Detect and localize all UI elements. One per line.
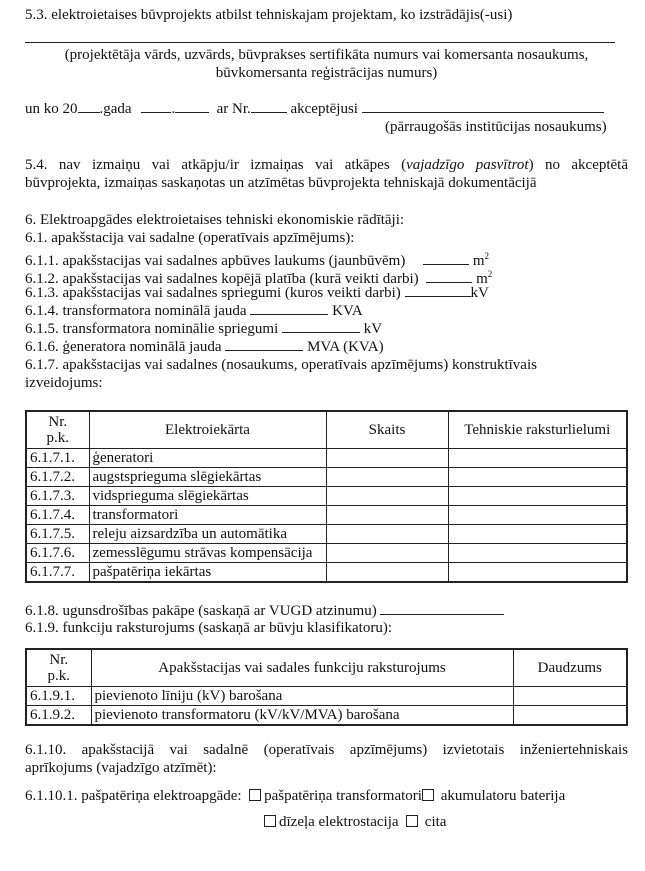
section-6-1-7: 6.1.7. apakšstacijas vai sadalnes (nosaukums, operatīvais apzīmējums) konstruktīvais — [25, 357, 537, 373]
row-label: zemesslēgumu strāvas kompensācija — [89, 544, 326, 563]
s618-label: 6.1.8. ugunsdrošības pakāpe (saskaņā ar VUGD atzinumu) — [25, 603, 377, 619]
input-cell[interactable] — [448, 563, 627, 583]
section-5-4-line1 — [25, 156, 628, 174]
input-cell[interactable] — [326, 525, 448, 544]
header-nr: Nr. p.k. — [26, 411, 89, 449]
input-cell[interactable] — [448, 468, 627, 487]
header-specs: Tehniskie raksturlielumi — [448, 411, 627, 449]
year-label: .gada — [99, 101, 132, 117]
row-label: augstsprieguma slēgiekārtas — [89, 468, 326, 487]
header-function: Apakšstacijas vai sadales funkciju raksturojums — [91, 649, 513, 687]
option-label: pašpatēriņa transformatori — [264, 788, 422, 804]
row-number: 6.1.7.5. — [26, 525, 89, 544]
input-cell[interactable] — [326, 506, 448, 525]
input-cell[interactable] — [448, 506, 627, 525]
unit: m — [476, 271, 488, 287]
caption-institution: (pārraugošās institūcijas nosaukums) — [385, 119, 607, 135]
checkbox-icon[interactable] — [406, 815, 418, 827]
s614-label: 6.1.4. transformatora nominālā jauda — [25, 303, 247, 319]
equipment-table — [25, 410, 628, 583]
section-6-1-8 — [25, 601, 504, 620]
transformer-voltage-field[interactable] — [282, 319, 360, 333]
option-transformers[interactable] — [249, 788, 422, 804]
row-label: vidsprieguma slēgiekārtas — [89, 487, 326, 506]
row-number: 6.1.9.1. — [26, 687, 91, 706]
row-label: pievienoto līniju (kV) barošana — [91, 687, 513, 706]
table-row — [26, 487, 627, 506]
header-count: Skaits — [326, 411, 448, 449]
unit: m — [472, 253, 485, 269]
row-number: 6.1.7.1. — [26, 449, 89, 468]
input-cell[interactable] — [513, 687, 627, 706]
input-cell[interactable] — [326, 468, 448, 487]
input-cell[interactable] — [326, 563, 448, 583]
input-cell[interactable] — [448, 487, 627, 506]
row-number: 6.1.7.2. — [26, 468, 89, 487]
s612-label: 6.1.2. apakšstacijas vai sadalnes kopējā platība (kurā veikti darbi) — [25, 271, 419, 287]
row-number: 6.1.7.6. — [26, 544, 89, 563]
table-row — [26, 687, 627, 706]
total-area-field[interactable] — [426, 269, 472, 283]
row-label: releju aizsardzība un automātika — [89, 525, 326, 544]
day-field[interactable] — [175, 99, 209, 113]
table-header — [26, 649, 627, 687]
input-cell[interactable] — [326, 544, 448, 563]
table-row — [26, 506, 627, 525]
header-equipment: Elektroiekārta — [89, 411, 326, 449]
table-header — [26, 411, 627, 449]
row-number: 6.1.7.7. — [26, 563, 89, 583]
row-number: 6.1.7.4. — [26, 506, 89, 525]
row-label: transformatori — [89, 506, 326, 525]
row-label: pašpatēriņa iekārtas — [89, 563, 326, 583]
year-field[interactable] — [78, 99, 100, 113]
s613-label: 6.1.3. apakšstacijas vai sadalnes spriegumi (kuros veikti darbi) — [25, 285, 401, 301]
section-6-1-7b: izveidojums: — [25, 375, 103, 391]
s54-a: 5.4. nav izmaiņu vai atkāpju/ir izmaiņas vai atkāpes ( — [25, 157, 407, 173]
caption-designer-1: (projektētāja vārds, uzvārds, būvprakses sertifikāta numurs vai komersanta nosaukums, — [64, 47, 589, 63]
unit-sup: 2 — [487, 269, 493, 279]
input-cell[interactable] — [448, 449, 627, 468]
accepted-label: akceptējusi — [290, 101, 358, 117]
option-battery[interactable] — [422, 788, 565, 804]
option-label: dīzeļa elektrostacija — [279, 814, 399, 830]
table-row — [26, 706, 627, 726]
s611-label: 6.1.1. apakšstacijas vai sadalnes apbūves laukums (jaunbūvēm) — [25, 253, 406, 269]
option-diesel[interactable] — [264, 814, 399, 830]
option-label: akumulatoru baterija — [440, 788, 566, 804]
input-cell[interactable] — [448, 525, 627, 544]
unit: kV — [470, 285, 489, 301]
section-5-3: 5.3. elektroietaises būvprojekts atbilst tehniskajam projektam, ko izstrādājis(-usi) — [25, 7, 513, 23]
section-6-1-10-line2: aprīkojums (vajadzīgo atzīmēt): — [25, 760, 217, 776]
input-cell[interactable] — [326, 449, 448, 468]
s615-label: 6.1.5. transformatora nominālie spriegumi — [25, 321, 279, 337]
number-field[interactable] — [251, 99, 287, 113]
fire-safety-field[interactable] — [380, 601, 504, 615]
header-quantity: Daudzums — [513, 649, 627, 687]
section-6-1-6 — [25, 337, 384, 356]
row-number: 6.1.7.3. — [26, 487, 89, 506]
unit: kV — [363, 321, 383, 337]
row-label: pievienoto transformatoru (kV/kV/MVA) barošana — [91, 706, 513, 726]
designer-field-line[interactable] — [25, 42, 615, 43]
input-cell[interactable] — [448, 544, 627, 563]
input-cell[interactable] — [513, 706, 627, 726]
month-field[interactable] — [141, 99, 171, 113]
self-supply-label: 6.1.10.1. pašpatēriņa elektroapgāde: — [25, 788, 242, 804]
table-row — [26, 449, 627, 468]
s616-label: 6.1.6. ģeneratora nominālā jauda — [25, 339, 222, 355]
checkbox-icon[interactable] — [422, 789, 434, 801]
voltages-field[interactable] — [405, 283, 471, 297]
s54-italic: vajadzīgo pasvītrot — [406, 157, 529, 173]
generator-power-field[interactable] — [225, 337, 303, 351]
header-nr: Nr. p.k. — [26, 649, 91, 687]
year-prefix: un ko 20 — [25, 101, 78, 117]
table-row — [26, 563, 627, 583]
dot: . — [171, 101, 176, 117]
table-row — [26, 525, 627, 544]
checkbox-icon[interactable] — [264, 815, 276, 827]
section-6-1-10-line1: 6.1.10. apakšstacijā vai sadalnē (operatīvais apzīmējums) izvietotais inženiertehniskais — [25, 742, 628, 758]
unit-sup: 2 — [484, 251, 489, 261]
section-6-title: 6. Elektroapgādes elektroietaises tehniski ekonomiskie rādītāji: — [25, 212, 405, 228]
section-6-1-4 — [25, 301, 363, 320]
caption-designer-2: būvkomersanta reģistrācijas numurs) — [215, 65, 438, 81]
row-number: 6.1.9.2. — [26, 706, 91, 726]
number-label: ar Nr. — [216, 101, 251, 117]
input-cell[interactable] — [326, 487, 448, 506]
unit: MVA (KVA) — [307, 339, 384, 355]
section-6-1-5 — [25, 319, 382, 338]
function-table — [25, 648, 628, 726]
section-6-1-3 — [25, 283, 489, 302]
section-6-1-10-1-row2 — [264, 813, 446, 831]
transformer-power-field[interactable] — [250, 301, 328, 315]
option-label: cita — [424, 814, 447, 830]
s54-b: ) no akceptētā — [528, 157, 629, 173]
option-other[interactable] — [406, 814, 446, 830]
table-row — [26, 468, 627, 487]
section-6-1-10-1 — [25, 787, 565, 805]
acceptance-line — [25, 99, 604, 118]
section-6-1: 6.1. apakšstacija vai sadalne (operatīvais apzīmējums): — [25, 230, 355, 246]
checkbox-icon[interactable] — [249, 789, 261, 801]
section-5-4-line2: būvprojekta, izmaiņas saskaņotas un atzīmētas būvprojekta tehniskajā dokumentācijā — [25, 175, 537, 191]
section-6-1-9: 6.1.9. funkciju raksturojums (saskaņā ar būvju klasifikatoru): — [25, 620, 393, 636]
institution-field[interactable] — [362, 99, 604, 113]
unit: KVA — [332, 303, 363, 319]
row-label: ģeneratori — [89, 449, 326, 468]
table-row — [26, 544, 627, 563]
build-area-field[interactable] — [423, 251, 469, 265]
